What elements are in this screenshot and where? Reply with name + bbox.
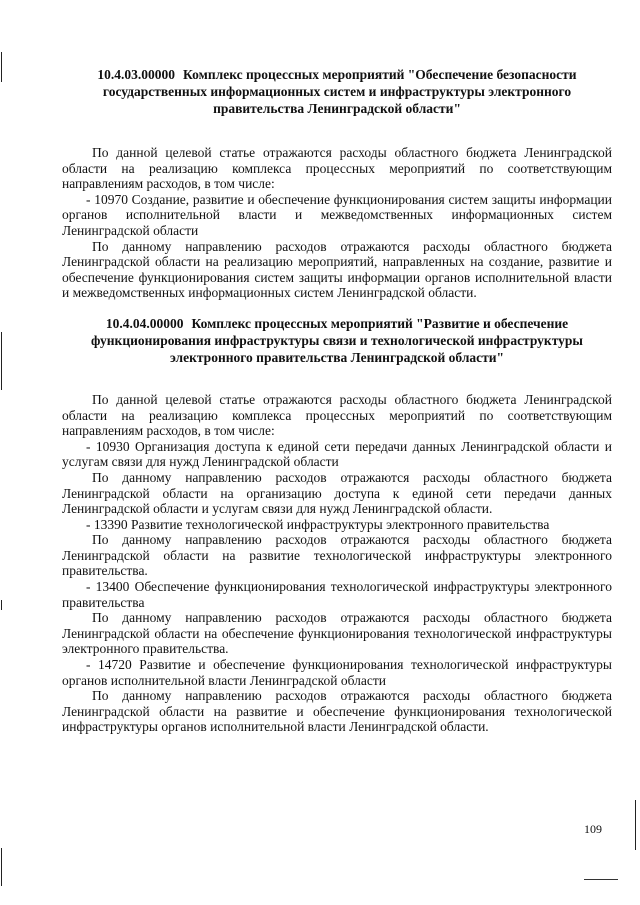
direction-description: По данному направлению расходов отражаются расходы областного бюджета Ленинградской области на развитие и обеспечение функционирования технологической инфраструктуры органов исполнительной власти Ленинградской области.: [62, 688, 612, 735]
expense-direction: - 13390 Развитие технологической инфраструктуры электронного правительства: [86, 516, 550, 532]
document-body: [62, 66, 612, 735]
footer-rule: [584, 879, 618, 880]
expense-direction: - 10970 Создание, развитие и обеспечение функционирования систем защиты информации органов исполнительной власти и межведомственных информационных систем Ленинградской области: [62, 191, 612, 238]
direction-description: По данному направлению расходов отражаются расходы областного бюджета Ленинградской области на обеспечение функционирования технологической инфраструктуры электронного правительства.: [62, 610, 612, 657]
scan-edge-line: [1, 52, 2, 82]
scan-edge-line: [1, 332, 2, 390]
direction-description: По данному направлению расходов отражаются расходы областного бюджета Ленинградской области на организацию доступа к единой сети передачи данных Ленинградской области и услугам связи для нужд Ленинградской области.: [62, 469, 612, 517]
section: [62, 66, 612, 301]
expense-direction: - 14720 Развитие и обеспечение функционирования технологической инфраструктуры органов исполнительной власти Ленинградской области: [62, 657, 612, 688]
direction-description: По данному направлению расходов отражаются расходы областного бюджета Ленинградской области на реализацию мероприятий, направленных на создание, развитие и обеспечение функционирования систем защиты информации органов исполнительной власти и межведомственных информационных систем Ленинградской области.: [62, 238, 612, 301]
section-title: Комплекс процессных мероприятий "Обеспечение безопасности государственных информационных систем и инфраструктуры электронного правительства Ленинградской области": [102, 67, 577, 116]
section-code: 10.4.04.00000: [105, 315, 184, 331]
scan-edge-line: [1, 848, 2, 886]
section-intro: По данной целевой статье отражаются расходы областного бюджета Ленинградской области на реализацию комплекса процессных мероприятий по соответствующим направлениям расходов, в том числе:: [62, 145, 612, 192]
scan-edge-line: [1, 600, 2, 610]
page-number: 109: [584, 822, 602, 836]
section-intro: По данной целевой статье отражаются расходы областного бюджета Ленинградской области на реализацию комплекса процессных мероприятий по соответствующим направлениям расходов, в том числе:: [62, 391, 612, 439]
section-heading: [62, 315, 612, 366]
section-heading: [62, 66, 612, 117]
section-title: Комплекс процессных мероприятий "Развитие и обеспечение функционирования инфраструктуры связи и технологической инфраструктуры электронного правительства Ленинградской области": [91, 315, 583, 365]
expense-direction: - 13400 Обеспечение функционирования технологической инфраструктуры электронного правительства: [62, 579, 612, 610]
expense-direction: - 10930 Организация доступа к единой сети передачи данных Ленинградской области и услугам связи для нужд Ленинградской области: [62, 438, 612, 470]
section-code: 10.4.03.00000: [97, 67, 176, 82]
section-spacer: [62, 301, 612, 315]
section: [62, 315, 612, 735]
scan-edge-line: [635, 800, 636, 850]
direction-description: По данному направлению расходов отражаются расходы областного бюджета Ленинградской области на развитие технологической инфраструктуры электронного правительства.: [62, 532, 612, 579]
